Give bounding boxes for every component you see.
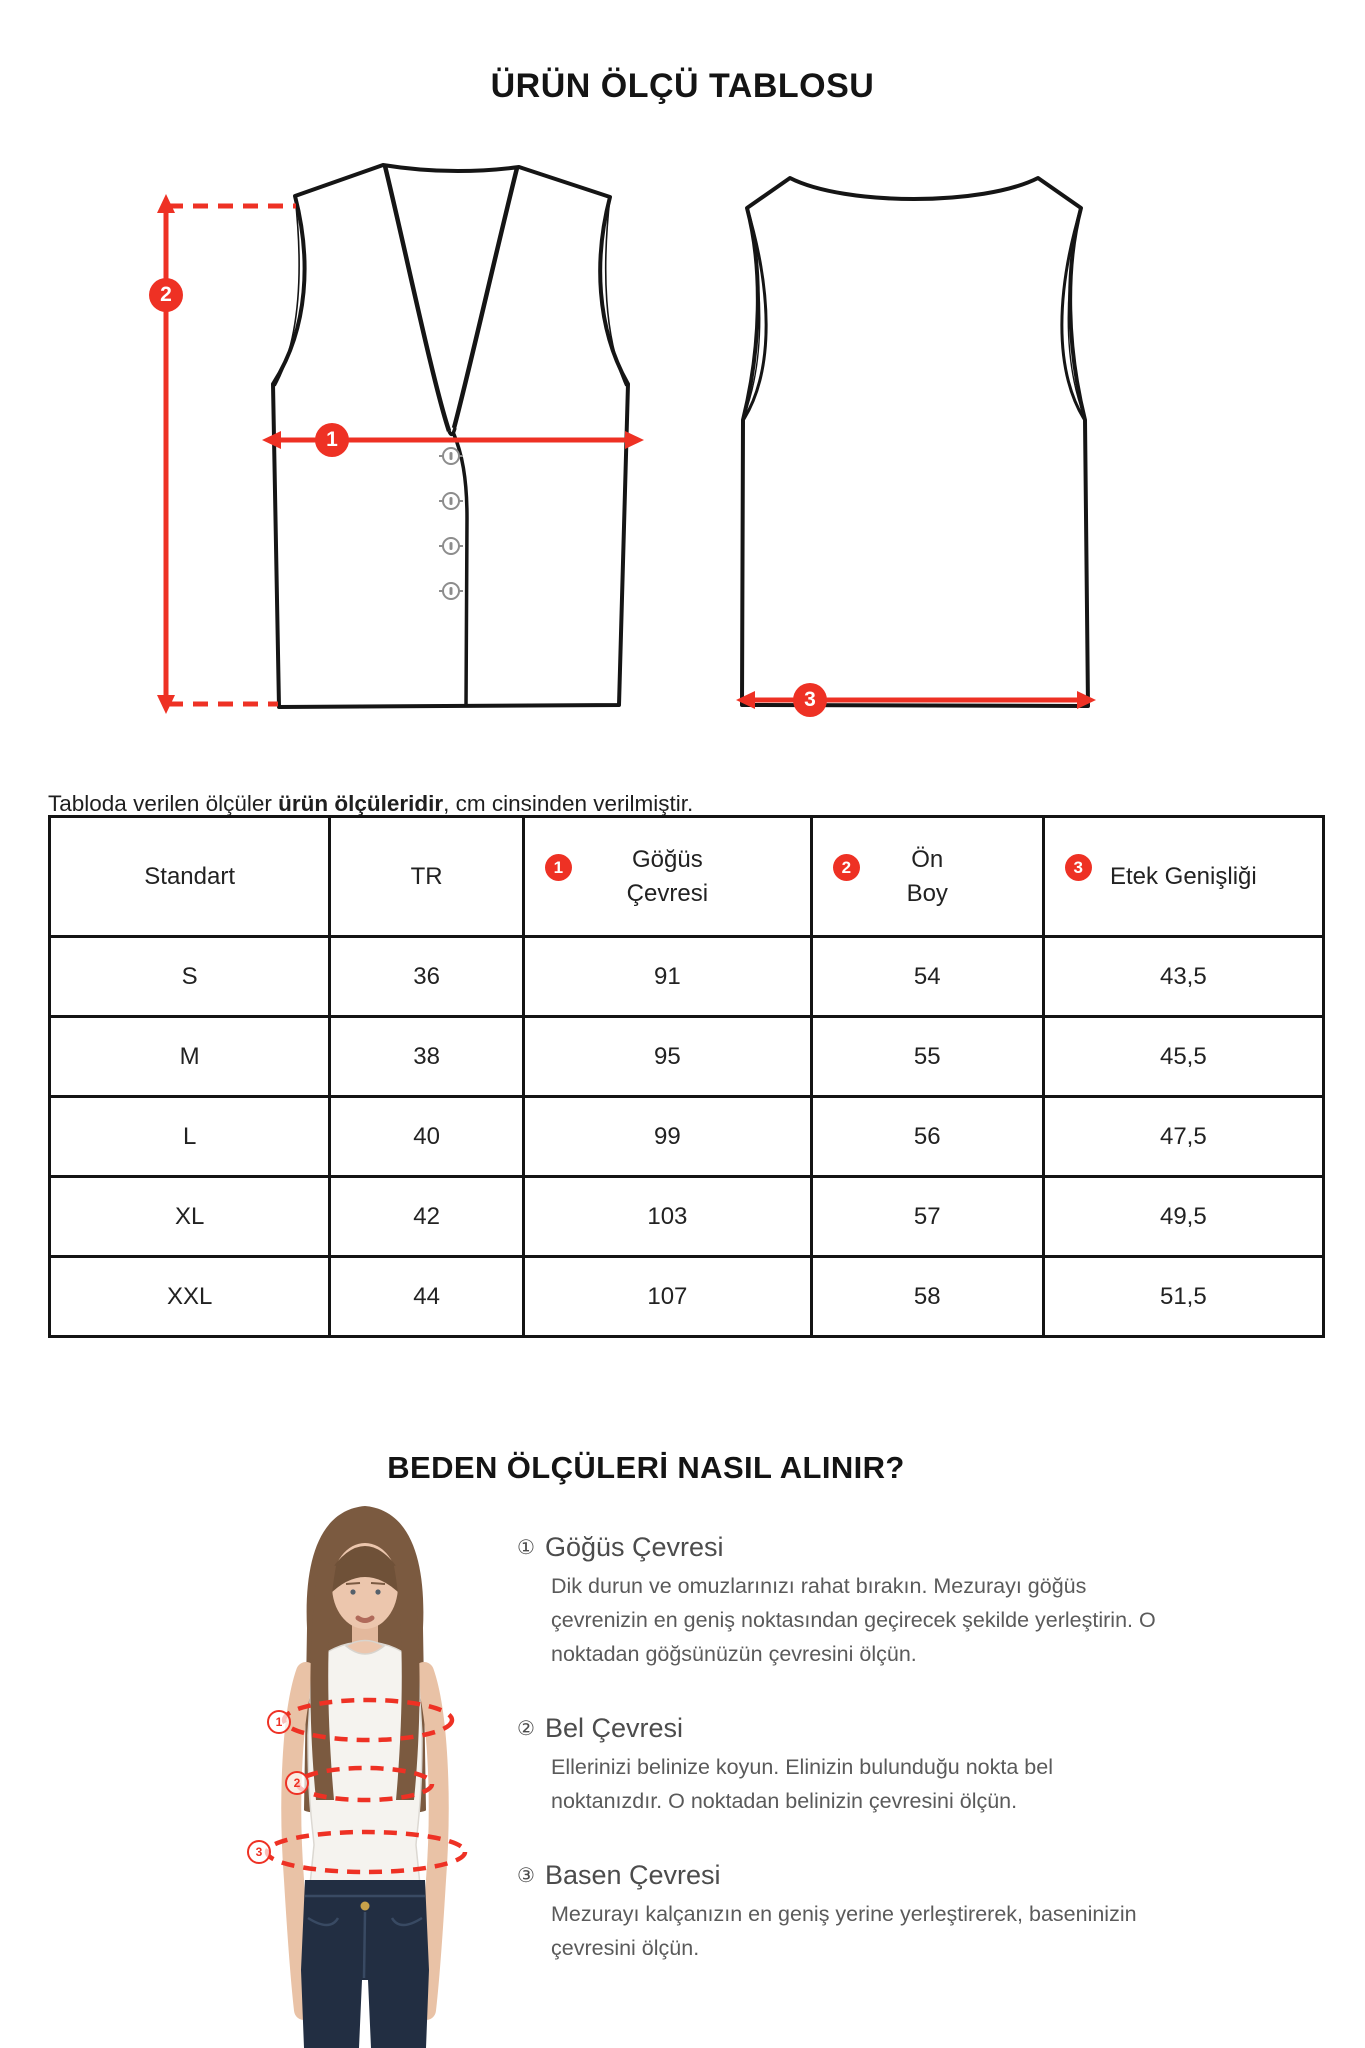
section-hip bbox=[517, 1860, 1167, 1965]
col-label: Ön Boy bbox=[906, 845, 948, 907]
cell: S bbox=[50, 937, 330, 1017]
section-heading bbox=[517, 1713, 1167, 1744]
section-heading bbox=[517, 1860, 1167, 1891]
cell: 43,5 bbox=[1043, 937, 1323, 1017]
chest-measure-badge: 1 bbox=[315, 423, 349, 457]
measurement-lines bbox=[0, 0, 1365, 780]
col-front-length bbox=[811, 817, 1043, 937]
cell: 56 bbox=[811, 1097, 1043, 1177]
col-hem-width bbox=[1043, 817, 1323, 937]
photo-hip-marker: 3 bbox=[247, 1840, 271, 1864]
section-heading bbox=[517, 1532, 1167, 1563]
table-row bbox=[50, 1097, 1324, 1177]
section-waist bbox=[517, 1713, 1167, 1818]
table-row bbox=[50, 937, 1324, 1017]
cell: M bbox=[50, 1017, 330, 1097]
circled-2-icon: ② bbox=[517, 1717, 535, 1740]
table-row bbox=[50, 1257, 1324, 1337]
cell: 47,5 bbox=[1043, 1097, 1323, 1177]
size-table-header-row bbox=[50, 817, 1324, 937]
cell: 57 bbox=[811, 1177, 1043, 1257]
cell: 58 bbox=[811, 1257, 1043, 1337]
circled-1-icon: ① bbox=[517, 1536, 535, 1559]
page-title: ÜRÜN ÖLÇÜ TABLOSU bbox=[490, 66, 875, 105]
cell: XL bbox=[50, 1177, 330, 1257]
cell: 95 bbox=[523, 1017, 811, 1097]
table-row bbox=[50, 1177, 1324, 1257]
col-tr bbox=[330, 817, 524, 937]
col-badge-3: 3 bbox=[1065, 854, 1092, 881]
cell: 54 bbox=[811, 937, 1043, 1017]
cell: L bbox=[50, 1097, 330, 1177]
cell: 99 bbox=[523, 1097, 811, 1177]
howto-heading: BEDEN ÖLÇÜLERİ NASIL ALINIR? bbox=[387, 1449, 905, 1485]
col-label: Standart bbox=[144, 862, 235, 890]
col-badge-2: 2 bbox=[833, 854, 860, 881]
col-label: Göğüs Çevresi bbox=[626, 845, 709, 907]
cell: 91 bbox=[523, 937, 811, 1017]
section-chest bbox=[517, 1532, 1167, 1671]
cell: XXL bbox=[50, 1257, 330, 1337]
note-bold: ürün ölçüleridir bbox=[278, 790, 444, 816]
col-badge-1: 1 bbox=[545, 854, 572, 881]
cell: 51,5 bbox=[1043, 1257, 1323, 1337]
section-body: Mezurayı kalçanızın en geniş yerine yerleştirerek, baseninizin çevresini ölçün. bbox=[551, 1902, 1137, 1960]
cell: 45,5 bbox=[1043, 1017, 1323, 1097]
col-label: TR bbox=[410, 862, 443, 890]
section-body: Dik durun ve omuzlarınızı rahat bırakın. Mezurayı göğüs çevrenizin en geniş noktasından geçirecek şekilde yerleştirin. O noktadan göğsünüzün çevresini ölçün. bbox=[551, 1574, 1156, 1666]
note-prefix: Tabloda verilen ölçüler bbox=[48, 790, 279, 816]
col-label: Etek Genişliği bbox=[1109, 862, 1257, 890]
hem-width-measure-badge: 3 bbox=[793, 683, 827, 717]
cell: 107 bbox=[523, 1257, 811, 1337]
product-measure-diagram bbox=[0, 0, 1365, 780]
model-photo bbox=[250, 1500, 480, 2048]
cell: 55 bbox=[811, 1017, 1043, 1097]
photo-waist-marker: 2 bbox=[285, 1771, 309, 1795]
size-table bbox=[48, 815, 1325, 1338]
cell: 40 bbox=[330, 1097, 524, 1177]
section-title: Basen Çevresi bbox=[544, 1860, 721, 1890]
table-row bbox=[50, 1017, 1324, 1097]
cell: 103 bbox=[523, 1177, 811, 1257]
cell: 42 bbox=[330, 1177, 524, 1257]
section-body: Ellerinizi belinize koyun. Elinizin bulunduğu nokta bel noktanızdır. O noktadan belinizin çevresini ölçün. bbox=[551, 1755, 1053, 1813]
howto-sections bbox=[517, 1532, 1167, 2007]
cell: 36 bbox=[330, 937, 524, 1017]
cell: 38 bbox=[330, 1017, 524, 1097]
model-illustration bbox=[250, 1500, 480, 2048]
photo-chest-marker: 1 bbox=[267, 1710, 291, 1734]
circled-3-icon: ③ bbox=[517, 1864, 535, 1887]
col-chest bbox=[523, 817, 811, 937]
section-title: Göğüs Çevresi bbox=[544, 1532, 724, 1562]
section-title: Bel Çevresi bbox=[544, 1713, 683, 1743]
table-note bbox=[48, 791, 693, 817]
note-suffix: , cm cinsinden verilmiştir. bbox=[443, 790, 694, 816]
col-standart bbox=[50, 817, 330, 937]
cell: 44 bbox=[330, 1257, 524, 1337]
cell: 49,5 bbox=[1043, 1177, 1323, 1257]
front-length-measure-badge: 2 bbox=[149, 278, 183, 312]
